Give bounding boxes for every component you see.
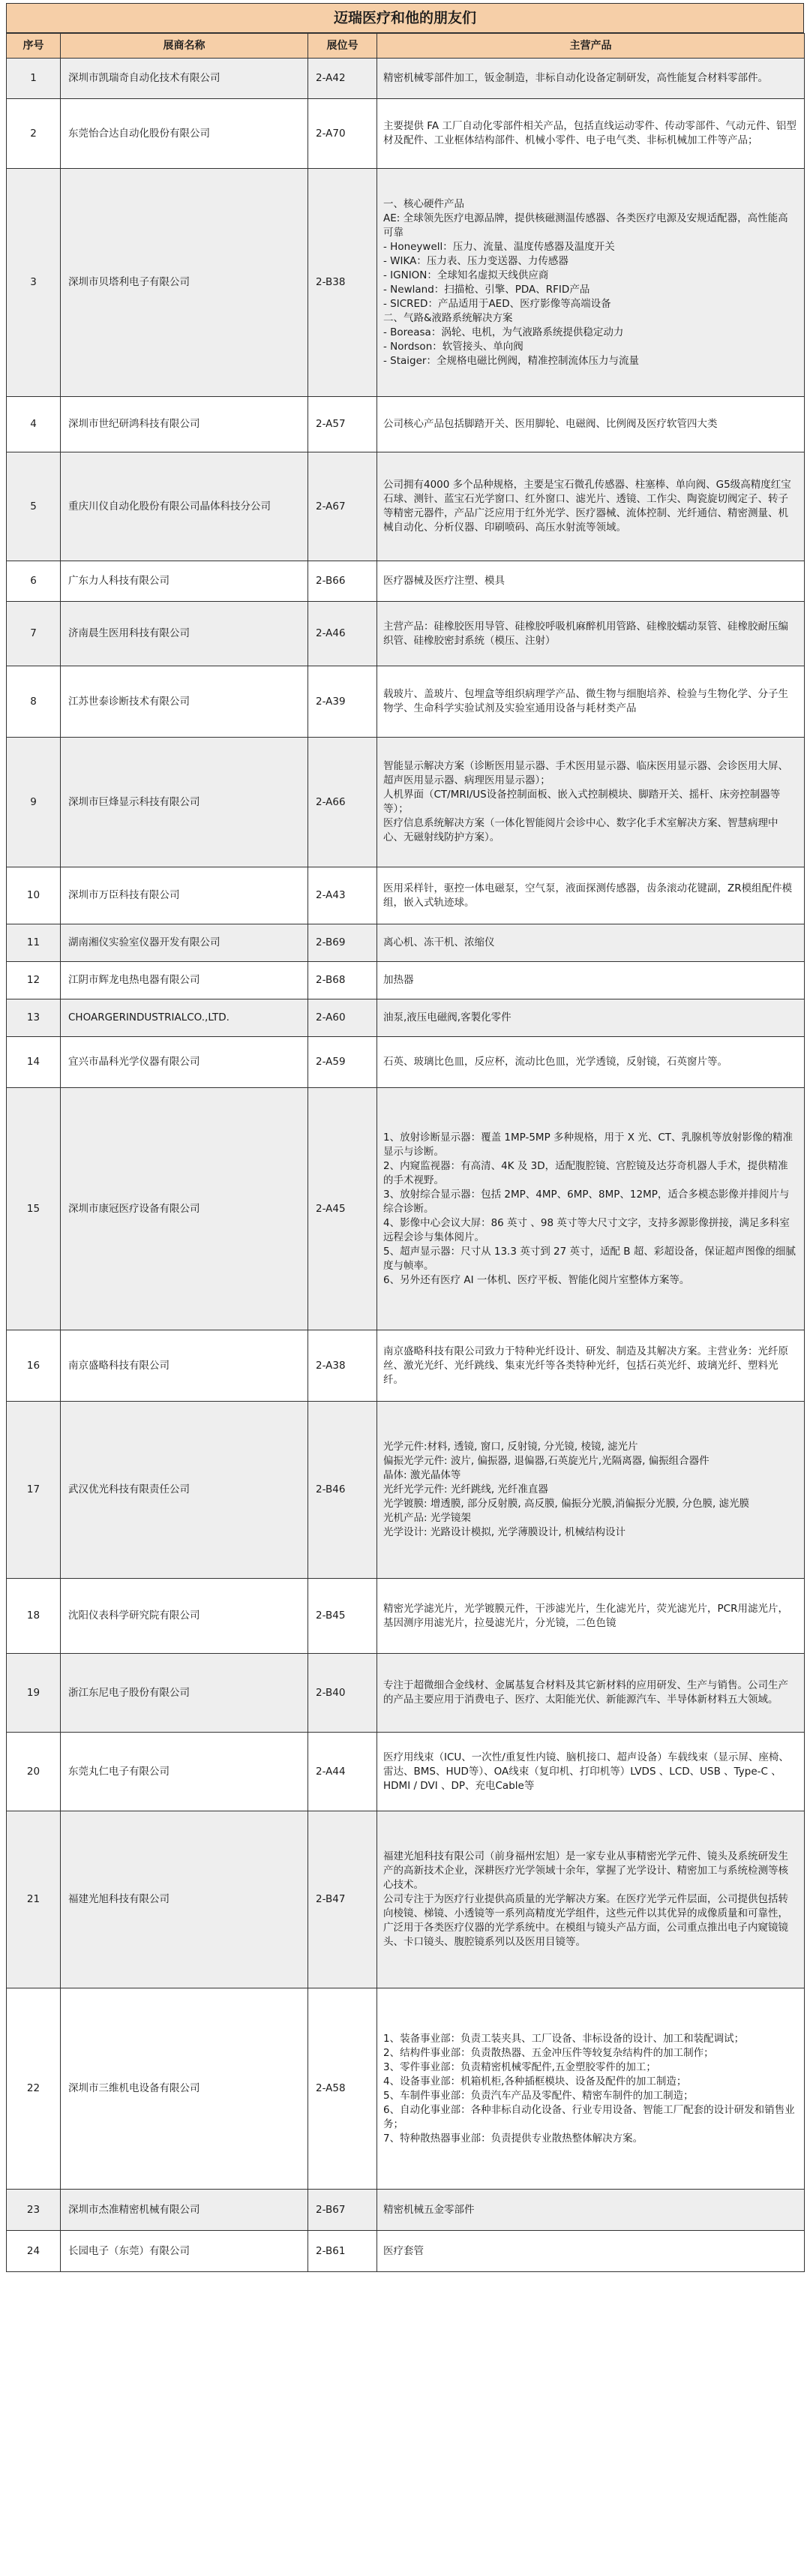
cell-no: 8: [7, 666, 61, 738]
cell-booth: 2-A58: [308, 1988, 377, 2190]
cell-booth: 2-B66: [308, 561, 377, 602]
cell-name: 浙江东尼电子股份有限公司: [61, 1654, 308, 1733]
cell-products: 精密机械零部件加工，钣金制造，非标自动化设备定制研发，高性能复合材料零部件。: [377, 59, 805, 99]
cell-no: 12: [7, 962, 61, 999]
cell-no: 14: [7, 1037, 61, 1088]
cell-booth: 2-A44: [308, 1733, 377, 1811]
cell-booth: 2-A38: [308, 1330, 377, 1402]
cell-products: 南京盛略科技有限公司致力于特种光纤设计、研发、制造及其解决方案。主营业务：光纤原丝、激光光纤、光纤跳线、集束光纤等各类特种光纤，包括石英光纤、玻璃光纤、塑料光纤。: [377, 1330, 805, 1402]
table-row: [7, 2190, 805, 2231]
cell-booth: 2-A70: [308, 99, 377, 169]
cell-name: 深圳市康冠医疗设备有限公司: [61, 1088, 308, 1330]
cell-name: 武汉优光科技有限责任公司: [61, 1402, 308, 1579]
cell-products: 1、装备事业部：负责工装夹具、工厂设备、非标设备的设计、加工和装配调试； 2、结构件事业部：负责散热器、五金冲压件等较复杂结构件的加工制作； 3、零件事业部：负责精密机械零配件,五金塑胶零件的加工； 4、设备事业部：机箱机柜,各种插框模块、设备及配件的加工制造； 5、车制件事业部：负责汽车产品及零配件、精密车制件的加工制造； 6、自动化事业部：各种非标自动化设备、行业专用设备、智能工厂配套的设计研发和销售业务； 7、特种散热器事业部：负责提供专业散热整体解决方案。: [377, 1988, 805, 2190]
cell-name: 江阴市辉龙电热电器有限公司: [61, 962, 308, 999]
cell-products: 光学元件:材料, 透镜, 窗口, 反射镜, 分光镜, 棱镜, 滤光片 偏振光学元件: 波片, 偏振器, 退偏器,石英旋光片,光隔离器, 偏振组合器件 晶体: 激光晶体等 光纤光学元件: 光纤跳线, 光纤准直器 光学镀膜: 增透膜, 部分反射膜, 高反膜, 偏振分光膜,消偏振分光膜, 分色膜, 滤光膜 光机产品: 光学镜架 光学设计: 光路设计模拟, 光学薄膜设计, 机械结构设计: [377, 1402, 805, 1579]
cell-name: 福建光旭科技有限公司: [61, 1811, 308, 1988]
cell-booth: 2-A45: [308, 1088, 377, 1330]
cell-no: 15: [7, 1088, 61, 1330]
table-row: [7, 169, 805, 397]
cell-booth: 2-B67: [308, 2190, 377, 2231]
cell-name: 江苏世泰诊断技术有限公司: [61, 666, 308, 738]
cell-name: 宜兴市晶科光学仪器有限公司: [61, 1037, 308, 1088]
cell-name: 济南晨生医用科技有限公司: [61, 602, 308, 666]
exhibitor-table: [6, 33, 805, 2272]
cell-no: 20: [7, 1733, 61, 1811]
cell-products: 医疗套管: [377, 2231, 805, 2272]
cell-products: 油泵,液压电磁阀,客製化零件: [377, 999, 805, 1037]
cell-name: 深圳市巨烽显示科技有限公司: [61, 738, 308, 867]
cell-products: 1、放射诊断显示器：覆盖 1MP-5MP 多种规格，用于 X 光、CT、乳腺机等放射影像的精准显示与诊断。 2、内窥监视器：有高清、4K 及 3D，适配腹腔镜、宫腔镜及达芬奇机器人手术，提供精准的手术视野。 3、放射综合显示器：包括 2MP、4MP、6MP、8MP、12MP，适合多模态影像并排阅片与综合诊断。 4、影像中心会议大屏：86 英寸 、98 英寸等大尺寸文字，支持多源影像拼接，满足多科室远程会诊与集体阅片。 5、超声显示器：尺寸从 13.3 英寸到 27 英寸，适配 B 超、彩超设备，保证超声图像的细腻度与帧率。 6、另外还有医疗 AI 一体机、医疗平板、智能化阅片室整体方案等。: [377, 1088, 805, 1330]
table-row: [7, 666, 805, 738]
cell-no: 10: [7, 867, 61, 924]
cell-no: 11: [7, 924, 61, 962]
cell-products: 一、核心硬件产品 AE: 全球领先医疗电源品牌，提供核磁测温传感器、各类医疗电源及安规适配器，高性能高可靠 - Honeywell：压力、流量、温度传感器及温度开关 - WIKA：压力表、压力变送器、力传感器 - IGNION：全球知名虚拟天线供应商 - Newland：扫描枪、引擎、PDA、RFID产品 - SICRED：产品适用于AED、医疗影像等高端设备 二、气路&液路系统解决方案 - Boreasa：涡轮、电机，为气液路系统提供稳定动力 - Nordson：软管接头、单向阀 - Staiger：全规格电磁比例阀，精准控制流体压力与流量: [377, 169, 805, 397]
cell-products: 石英、玻璃比色皿，反应杯，流动比色皿，光学透镜，反射镜，石英窗片等。: [377, 1037, 805, 1088]
cell-products: 公司拥有4000 多个品种规格，主要是宝石微孔传感器、柱塞棒、单向阀、G5级高精度红宝石球、测针、蓝宝石光学窗口、红外窗口、滤光片、透镜、工作尖、陶瓷旋切阀定子、转子等精密元器件，产品广泛应用于红外光学、医疗器械、流体控制、光纤通信、精密测量、机械自动化、分析仪器、印刷喷码、高压水射流等领域。: [377, 452, 805, 561]
cell-no: 21: [7, 1811, 61, 1988]
sheet-title: 迈瑞医疗和他的朋友们: [6, 3, 804, 33]
table-row: [7, 1654, 805, 1733]
cell-booth: 2-A60: [308, 999, 377, 1037]
cell-no: 22: [7, 1988, 61, 2190]
table-row: [7, 1088, 805, 1330]
table-row: [7, 59, 805, 99]
cell-booth: 2-B38: [308, 169, 377, 397]
table-row: [7, 1988, 805, 2190]
cell-name: 重庆川仪自动化股份有限公司晶体科技分公司: [61, 452, 308, 561]
table-row: [7, 99, 805, 169]
cell-products: 医用采样针，驱控一体电磁泵，空气泵，液面探测传感器，齿条滚动花键副，ZR模组配件模组，嵌入式轨迹球。: [377, 867, 805, 924]
cell-name: 深圳市贝塔利电子有限公司: [61, 169, 308, 397]
cell-no: 5: [7, 452, 61, 561]
table-row: [7, 962, 805, 999]
table-row: [7, 867, 805, 924]
cell-no: 24: [7, 2231, 61, 2272]
cell-no: 9: [7, 738, 61, 867]
cell-booth: 2-A46: [308, 602, 377, 666]
table-body: [7, 59, 805, 2272]
cell-no: 4: [7, 397, 61, 452]
table-row: [7, 452, 805, 561]
cell-name: 湖南湘仪实验室仪器开发有限公司: [61, 924, 308, 962]
table-row: [7, 602, 805, 666]
cell-name: 东莞丸仁电子有限公司: [61, 1733, 308, 1811]
cell-booth: 2-A67: [308, 452, 377, 561]
cell-name: CHOARGERINDUSTRIALCO.,LTD.: [61, 999, 308, 1037]
table-row: [7, 1330, 805, 1402]
cell-no: 1: [7, 59, 61, 99]
cell-no: 16: [7, 1330, 61, 1402]
table-row: [7, 1733, 805, 1811]
table-row: [7, 999, 805, 1037]
cell-booth: 2-A43: [308, 867, 377, 924]
cell-products: 福建光旭科技有限公司（前身福州宏旭）是一家专业从事精密光学元件、镜头及系统研发生产的高新技术企业，深耕医疗光学领域十余年，掌握了光学设计、精密加工与系统检测等核心技术。 公司专注于为医疗行业提供高质量的光学解决方案。在医疗光学元件层面，公司提供包括转向棱镜、梯镜、小透镜等一系列高精度光学组件，这些元件以其优异的成像质量和可靠性，广泛用于各类医疗仪器的光学系统中。在模组与镜头产品方面，公司重点推出电子内窥镜镜头、卡口镜头、腹腔镜系列以及医用目镜等。: [377, 1811, 805, 1988]
cell-booth: 2-A39: [308, 666, 377, 738]
cell-products: 加热器: [377, 962, 805, 999]
cell-booth: 2-B46: [308, 1402, 377, 1579]
cell-products: 载玻片、盖玻片、包埋盒等组织病理学产品、微生物与细胞培养、检验与生物化学、分子生物学、生命科学实验试剂及实验室通用设备与耗材类产品: [377, 666, 805, 738]
table-row: [7, 1811, 805, 1988]
table-row: [7, 1037, 805, 1088]
cell-name: 深圳市凯瑞奇自动化技术有限公司: [61, 59, 308, 99]
cell-no: 7: [7, 602, 61, 666]
cell-booth: 2-B61: [308, 2231, 377, 2272]
cell-products: 智能显示解决方案（诊断医用显示器、手术医用显示器、临床医用显示器、会诊医用大屏、超声医用显示器、病理医用显示器）； 人机界面（CT/MRI/US设备控制面板、嵌入式控制模块、脚踏开关、摇杆、床旁控制器等等）； 医疗信息系统解决方案（一体化智能阅片会诊中心、数字化手术室解决方案、智慧病理中心、无磁射线防护方案）。: [377, 738, 805, 867]
cell-products: 公司核心产品包括脚踏开关、医用脚轮、电磁阀、比例阀及医疗软管四大类: [377, 397, 805, 452]
cell-booth: 2-B68: [308, 962, 377, 999]
cell-no: 13: [7, 999, 61, 1037]
cell-no: 23: [7, 2190, 61, 2231]
header-products: 主营产品: [377, 34, 805, 59]
cell-booth: 2-A57: [308, 397, 377, 452]
cell-products: 医疗用线束（ICU、一次性/重复性内镜、脑机接口、超声设备）车载线束（显示屏、座椅、雷达、BMS、HUD等）、OA线束（复印机、打印机等）LVDS 、LCD、USB 、Type-C 、HDMI / DVI 、DP、充电Cable等: [377, 1733, 805, 1811]
cell-products: 离心机、冻干机、浓缩仪: [377, 924, 805, 962]
table-row: [7, 1402, 805, 1579]
table-row: [7, 924, 805, 962]
cell-booth: 2-A66: [308, 738, 377, 867]
cell-products: 医疗器械及医疗注塑、模具: [377, 561, 805, 602]
cell-products: 专注于超微细合金线材、金属基复合材料及其它新材料的应用研发、生产与销售。公司生产的产品主要应用于消费电子、医疗、太阳能光伏、新能源汽车、半导体新材料五大领域。: [377, 1654, 805, 1733]
cell-name: 深圳市万臣科技有限公司: [61, 867, 308, 924]
cell-name: 广东力人科技有限公司: [61, 561, 308, 602]
table-row: [7, 1579, 805, 1654]
exhibitor-sheet: [6, 3, 804, 2272]
cell-name: 深圳市三维机电设备有限公司: [61, 1988, 308, 2190]
cell-no: 19: [7, 1654, 61, 1733]
cell-booth: 2-B69: [308, 924, 377, 962]
cell-booth: 2-A42: [308, 59, 377, 99]
cell-name: 深圳市杰准精密机械有限公司: [61, 2190, 308, 2231]
cell-products: 主营产品：硅橡胶医用导管、硅橡胶呼吸机麻醉机用管路、硅橡胶蠕动泵管、硅橡胶耐压编织管、硅橡胶密封系统（模压、注射）: [377, 602, 805, 666]
cell-no: 6: [7, 561, 61, 602]
cell-products: 精密机械五金零部件: [377, 2190, 805, 2231]
cell-booth: 2-B47: [308, 1811, 377, 1988]
header-row: [7, 34, 805, 59]
table-row: [7, 738, 805, 867]
table-row: [7, 2231, 805, 2272]
cell-products: 精密光学滤光片，光学镀膜元件，干涉滤光片，生化滤光片，荧光滤光片，PCR用滤光片，基因测序用滤光片，拉曼滤光片，分光镜，二色色镜: [377, 1579, 805, 1654]
cell-booth: 2-B40: [308, 1654, 377, 1733]
header-no: 序号: [7, 34, 61, 59]
cell-name: 东莞怡合达自动化股份有限公司: [61, 99, 308, 169]
cell-name: 南京盛略科技有限公司: [61, 1330, 308, 1402]
cell-products: 主要提供 FA 工厂自动化零部件相关产品，包括直线运动零件、传动零部件、气动元件、铝型材及配件、工业框体结构部件、机械小零件、电子电气类、非标机械加工件等产品；: [377, 99, 805, 169]
cell-no: 3: [7, 169, 61, 397]
table-row: [7, 397, 805, 452]
header-name: 展商名称: [61, 34, 308, 59]
cell-name: 长园电子（东莞）有限公司: [61, 2231, 308, 2272]
header-booth: 展位号: [308, 34, 377, 59]
cell-no: 18: [7, 1579, 61, 1654]
cell-name: 沈阳仪表科学研究院有限公司: [61, 1579, 308, 1654]
cell-booth: 2-A59: [308, 1037, 377, 1088]
cell-no: 2: [7, 99, 61, 169]
cell-name: 深圳市世纪研鸿科技有限公司: [61, 397, 308, 452]
cell-booth: 2-B45: [308, 1579, 377, 1654]
cell-no: 17: [7, 1402, 61, 1579]
table-row: [7, 561, 805, 602]
